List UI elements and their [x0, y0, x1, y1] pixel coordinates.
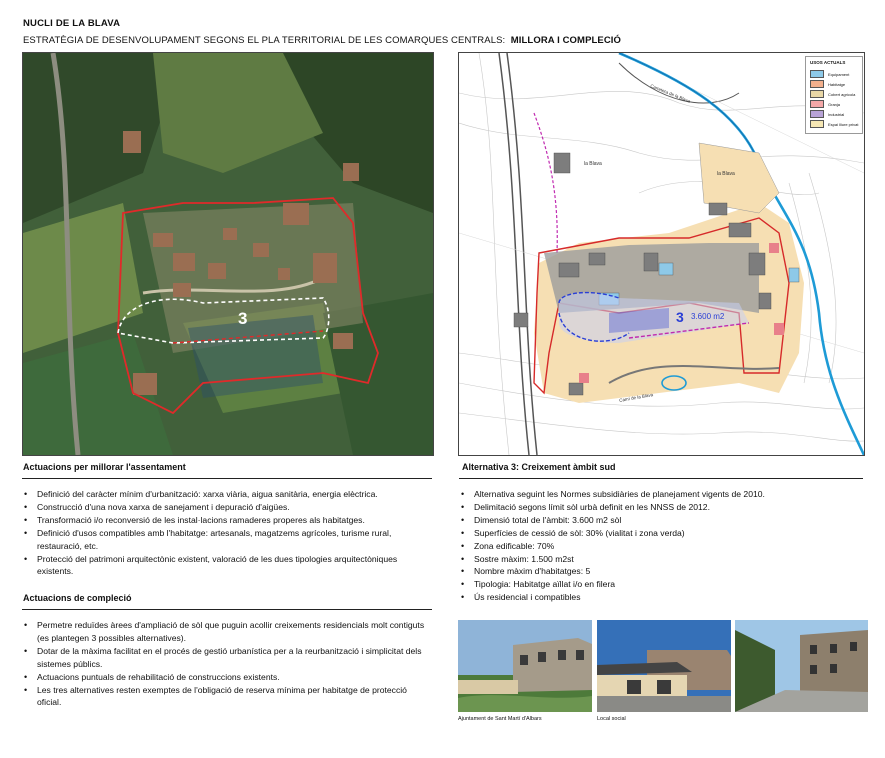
- section-heading-alternative: Alternativa 3: Creixement àmbit sud: [462, 462, 616, 472]
- list-item: • Definició del caràcter mínim d'urbanització: xarxa viària, aigua sanitària, energia elèctrica.: [22, 488, 432, 501]
- photo-street-image: [735, 620, 868, 712]
- list-item: • Dimensió total de l'àmbit: 3.600 m2 sòl: [459, 514, 863, 527]
- legend-swatch: [810, 90, 824, 98]
- legend-label: Habitatge: [828, 81, 846, 87]
- plan-area-label: 3: [676, 309, 684, 325]
- plan-place-label-2: la Blava: [717, 171, 735, 177]
- list-item: • Permetre reduïdes àrees d'ampliació de sòl que puguin acollir creixements residencials molt contiguts (es plantegen 3 possibles alternatives).: [22, 619, 432, 645]
- legend-swatch: [810, 120, 824, 128]
- plan-place-label-1: la Blava: [584, 161, 602, 167]
- section-heading-improve: Actuacions per millorar l'assentament: [23, 462, 186, 472]
- list-item: • Delimitació segons límit sòl urbà definit en les NNSS de 2012.: [459, 501, 863, 514]
- aerial-photo: [22, 52, 434, 456]
- legend-swatch: [810, 100, 824, 108]
- list-item: • Protecció del patrimoni arquitectònic existent, valoració de les dues tipologies arquitectòniques existents.: [22, 553, 432, 579]
- completion-list: [22, 619, 432, 709]
- list-item: • Dotar de la màxima facilitat en el procés de gestió urbanística per a la reurbanització i simplicitat dels sistemes públics.: [22, 645, 432, 671]
- plan-road-label-1: Carretera de la Blava: [649, 83, 691, 104]
- plan-legend: [805, 56, 863, 134]
- legend-swatch: [810, 110, 824, 118]
- legend-item: [810, 100, 840, 108]
- site-plan: [458, 52, 865, 456]
- plan-area-value: 3.600 m2: [691, 312, 725, 321]
- photo-town-hall: [458, 620, 592, 712]
- photo-caption-social-hall: Local social: [597, 716, 626, 722]
- legend-label: Equipament: [828, 71, 850, 77]
- legend-swatch: [810, 80, 824, 88]
- plan-road-label-2: Camí de la Blava: [618, 392, 654, 403]
- list-item: • Nombre màxim d'habitatges: 5: [459, 565, 863, 578]
- list-item: • Construcció d'una nova xarxa de sanejament i depuració d'aigües.: [22, 501, 432, 514]
- page-subtitle: [23, 35, 621, 46]
- list-item: • Alternativa seguint les Normes subsidiàries de planejament vigents de 2010.: [459, 488, 863, 501]
- photo-caption-town-hall: Ajuntament de Sant Martí d'Albars: [458, 716, 542, 722]
- legend-label: Espai lliure privat: [828, 121, 859, 127]
- list-item: • Ús residencial i compatibles: [459, 591, 863, 604]
- list-item: • Zona edificable: 70%: [459, 540, 863, 553]
- legend-item: [810, 110, 844, 118]
- photo-social-hall: [597, 620, 731, 712]
- photo-town-hall-image: [458, 620, 592, 712]
- list-item: • Actuacions puntuals de rehabilitació de construccions existents.: [22, 671, 432, 684]
- legend-label: Granja: [828, 101, 841, 107]
- list-item: • Tipologia: Habitatge aïllat i/o en filera: [459, 578, 863, 591]
- list-item: • Definició d'usos compatibles amb l'habitatge: artesanals, magatzems agrícoles, turisme rural, restauració, etc.: [22, 527, 432, 553]
- list-item: • Sostre màxim: 1.500 m2st: [459, 553, 863, 566]
- legend-label: Industrial: [828, 111, 845, 117]
- aerial-area-label: 3: [238, 309, 248, 328]
- plan-illustration: [459, 53, 864, 455]
- legend-label: Cobert agrícola: [828, 91, 856, 97]
- alternative-list: [459, 488, 863, 604]
- legend-item: [810, 80, 845, 88]
- aerial-illustration: [23, 53, 433, 455]
- photo-social-hall-image: [597, 620, 731, 712]
- legend-item: [810, 70, 849, 78]
- improve-list: [22, 488, 432, 578]
- list-item: • Superfícies de cessió de sòl: 30% (vialitat i zona verda): [459, 527, 863, 540]
- section-divider: [22, 478, 432, 479]
- section-divider: [459, 478, 863, 479]
- subtitle-bold: MILLORA I COMPLECIÓ: [510, 35, 622, 46]
- list-item: • Les tres alternatives resten exemptes de l'obligació de reserva mínima per habitatge de protecció oficial.: [22, 684, 432, 710]
- legend-item: [810, 120, 858, 128]
- photo-street: [735, 620, 868, 712]
- legend-item: [810, 90, 855, 98]
- legend-swatch: [810, 70, 824, 78]
- legend-title: USOS ACTUALS: [810, 60, 846, 65]
- page-title: NUCLI DE LA BLAVA: [23, 18, 121, 29]
- subtitle-text: ESTRATÈGIA DE DESENVOLUPAMENT SEGONS EL PLA TERRITORIAL DE LES COMARQUES CENTRALS:: [23, 35, 506, 46]
- list-item: • Transformació i/o reconversió de les instal·lacions ramaderes properes als habitatges.: [22, 514, 432, 527]
- section-heading-completion: Actuacions de compleció: [23, 593, 132, 603]
- section-divider: [22, 609, 432, 610]
